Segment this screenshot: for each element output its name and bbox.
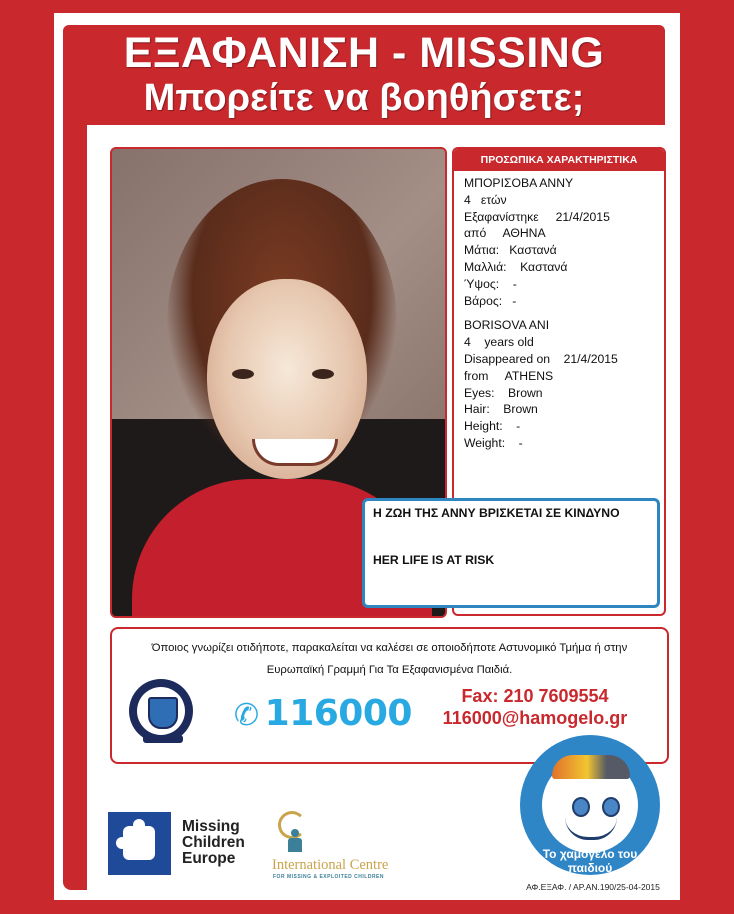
hellenic-police-logo xyxy=(129,679,193,743)
height-greek: Ύψος: - xyxy=(464,276,517,291)
disappeared-greek: Εξαφανίστηκε 21/4/2015 xyxy=(464,209,610,224)
email-link[interactable]: 116000@hamogelo.gr xyxy=(442,708,628,728)
smile-logo-text: Το χαμόγελο του παιδιού xyxy=(542,847,638,875)
risk-warning-box xyxy=(362,498,660,608)
reference-number: ΑΦ.ΕΞΑΦ. / ΑΡ.ΑΝ.190/25-04-2015 xyxy=(526,882,660,892)
from-english: from ATHENS xyxy=(464,368,554,383)
icmec-name: International Centre xyxy=(272,857,389,873)
missing-children-europe-text: Missing Children Europe xyxy=(182,818,245,867)
puzzle-piece-icon xyxy=(123,826,155,860)
name-greek: ΜΠΟΡΙΣΟΒΑ ΑΝΝΥ xyxy=(464,176,574,190)
hair-greek: Μαλλιά: Καστανά xyxy=(464,259,568,274)
weight-english: Weight: - xyxy=(464,435,523,450)
hotline-number[interactable]: ✆ 116000 xyxy=(234,693,412,734)
weight-greek: Βάρος: - xyxy=(464,293,517,308)
personal-details-heading: ΠΡΟΣΩΠΙΚΑ ΧΑΡΑΚΤΗΡΙΣΤΙΚΑ xyxy=(454,149,664,171)
fax-number: Fax: 210 7609554 xyxy=(461,686,609,706)
hair-english: Hair: Brown xyxy=(464,402,538,417)
risk-english: HER LIFE IS AT RISK xyxy=(373,553,495,567)
title-missing: ΕΞΑΦΑΝΙΣΗ - MISSING xyxy=(123,29,605,77)
title-can-you-help: Μπορείτε να βοηθήσετε; xyxy=(143,77,585,119)
age-greek: 4 ετών xyxy=(464,192,507,207)
police-shield-icon xyxy=(148,697,178,729)
smile-of-the-child-logo xyxy=(520,735,660,875)
contact-instruction-line1: Όποιος γνωρίζει οτιδήποτε, παρακαλείται να καλέσει σε οποιοδήποτε Αστυνομικό Τμήμα ή στην xyxy=(151,642,628,654)
missing-children-europe-logo xyxy=(108,812,171,875)
from-greek: από ΑΘΗΝΑ xyxy=(464,226,546,241)
name-english: BORISOVA ANI xyxy=(464,318,550,333)
age-english: 4 years old xyxy=(464,335,534,350)
risk-greek: Η ΖΩΗ ΤΗΣ ΑΝΝΥ ΒΡΙΣΚΕΤΑΙ ΣΕ ΚΙΝΔΥΝΟ xyxy=(373,506,620,520)
eyes-english: Eyes: Brown xyxy=(464,385,543,400)
phone-icon: ✆ xyxy=(234,698,259,733)
icmec-globe-icon xyxy=(278,811,306,853)
height-english: Height: - xyxy=(464,419,521,434)
contact-instruction-line2: Ευρωπαϊκή Γραμμή Για Τα Εξαφανισμένα Παιδιά. xyxy=(266,664,513,676)
icmec-subtitle: FOR MISSING & EXPLOITED CHILDREN xyxy=(273,874,385,880)
cap-icon xyxy=(552,755,630,779)
disappeared-english: Disappeared on 21/4/2015 xyxy=(464,351,618,366)
left-red-strip xyxy=(63,120,87,890)
eyes-greek: Μάτια: Καστανά xyxy=(464,243,557,258)
